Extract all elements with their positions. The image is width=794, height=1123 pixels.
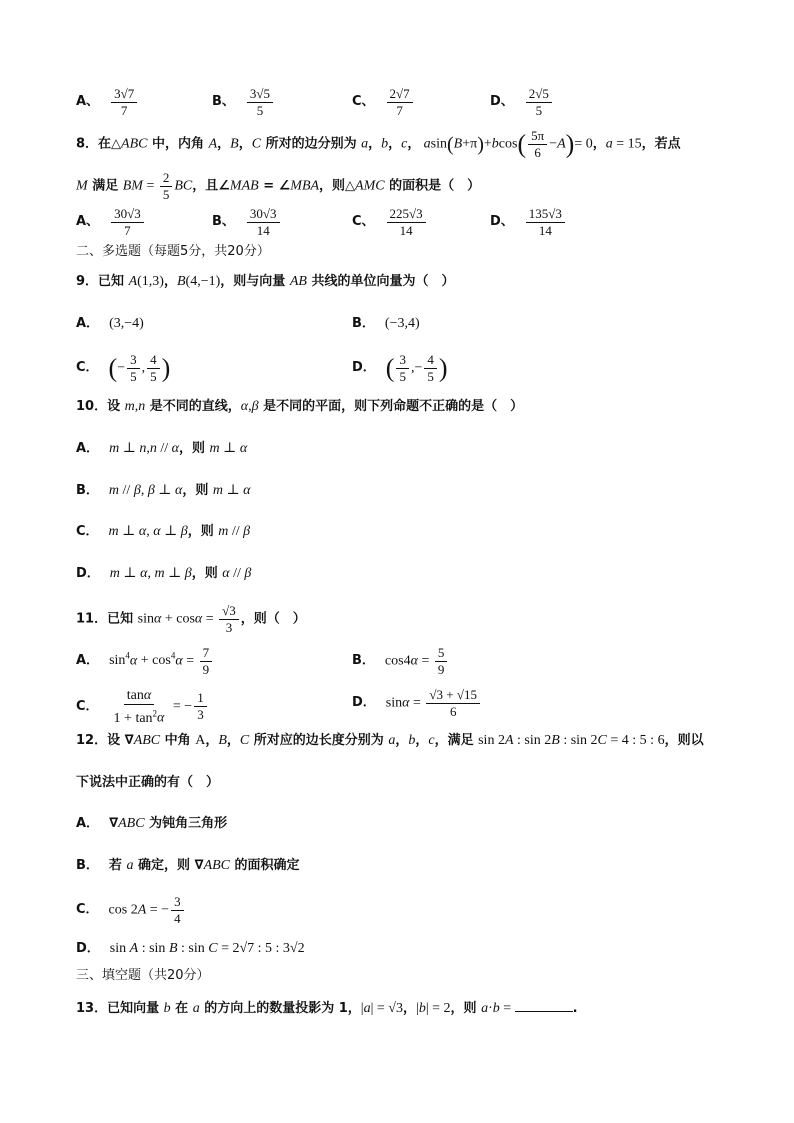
q7-option-a[interactable]: A、 $\frac{3√7}{7}$	[76, 86, 139, 119]
q13-stem: 13．已知向量 b 在 a 的方向上的数量投影为 1，|a| = √3，|b| = 2，则 a·b = .	[76, 1001, 578, 1016]
q10-option-d[interactable]: D． m ⊥ α, m ⊥ β，则 α // β	[76, 566, 252, 581]
q7-option-d[interactable]: D、 $\frac{2√5}{5}$	[490, 86, 554, 119]
q12-option-c[interactable]: C． cos 2A = − $\frac{3}{4}$	[76, 894, 186, 927]
q10-option-c[interactable]: C． m ⊥ α, α ⊥ β，则 m // β	[76, 524, 251, 539]
q10-option-a[interactable]: A． m ⊥ n,n // α，则 m ⊥ α	[76, 441, 248, 456]
q7-option-b[interactable]: B、 $\frac{3√5}{5}$	[212, 86, 275, 119]
q9-option-c[interactable]: C． (− $\frac{3}{5}$ , $\frac{4}{5}$ )	[76, 352, 171, 384]
q11-option-d[interactable]: D． sinα = $\frac{√3 + √15}{6}$	[352, 687, 482, 720]
q8-option-d[interactable]: D、 $\frac{135√3}{14}$	[490, 206, 567, 239]
q12-option-b[interactable]: B． 若 a 确定，则 ∇ABC 的面积确定	[76, 858, 300, 873]
q12-stem-line2: 下说法中正确的有（ ）	[76, 775, 220, 790]
q12-option-d[interactable]: D． sin A : sin B : sin C = 2√7 : 5 : 3√2	[76, 941, 305, 956]
q12-option-a[interactable]: A． ∇ABC 为钝角三角形	[76, 816, 228, 831]
q7-option-a-value: $\frac{3√7}{7}$	[111, 86, 137, 119]
q7-option-c[interactable]: C、 $\frac{2√7}{7}$	[352, 86, 415, 119]
q8-option-a[interactable]: A、 $\frac{30√3}{7}$	[76, 206, 146, 239]
q9-stem: 9．已知 A(1,3)，B(4,−1)，则与向量 AB 共线的单位向量为（ ）	[76, 274, 455, 289]
q11-option-b[interactable]: B． cos4α = $\frac{5}{9}$	[352, 645, 449, 678]
section-heading-multiple-choice: 二、多选题（每题5分，共20分）	[76, 244, 270, 259]
section-heading-fill-in: 三、填空题（共20分）	[76, 968, 210, 983]
q10-option-b[interactable]: B． m // β, β ⊥ α，则 m ⊥ α	[76, 483, 251, 498]
q8-option-c[interactable]: C、 $\frac{225√3}{14}$	[352, 206, 428, 239]
q9-option-d[interactable]: D． ( $\frac{3}{5}$ ,− $\frac{4}{5}$ )	[352, 352, 448, 384]
q9-option-a[interactable]: A． (3,−4)	[76, 316, 144, 331]
q8-stem-line1: 8．在△ABC 中，内角 A，B，C 所对的边分别为 a，b，c， asin(B+π)+bcos( $\frac{5\pi}{6}$ −A)= 0，a = 15，若点	[76, 128, 681, 160]
q8-option-b[interactable]: B、 $\frac{30√3}{14}$	[212, 206, 282, 239]
q12-stem-line1: 12．设 ∇ABC 中角 A，B，C 所对应的边长度分别为 a，b，c，满足 sin 2A : sin 2B : sin 2C = 4 : 5 : 6，则以	[76, 733, 704, 748]
q11-option-a[interactable]: A． $\sin^4\alpha + \cos^4\alpha$ = $\frac{7}{9}$	[76, 645, 214, 678]
q11-option-c[interactable]: C． $\frac{\tan\alpha}{1 + \tan^2\alpha}$ = − $\frac{1}{3}$	[76, 687, 209, 727]
q8-stem-line2: M 满足 BM = $\frac{2}{5}$ BC，且∠MAB = ∠MBA，则△AMC 的面积是（ ）	[76, 170, 481, 202]
q11-stem: 11．已知 sinα + cosα = $\frac{√3}{3}$ ，则（ ）	[76, 603, 306, 635]
answer-blank[interactable]	[515, 1011, 573, 1012]
q10-stem: 10．设 m,n 是不同的直线，α,β 是不同的平面，则下列命题不正确的是（ ）	[76, 399, 524, 414]
q9-option-b[interactable]: B． (−3,4)	[352, 316, 420, 331]
